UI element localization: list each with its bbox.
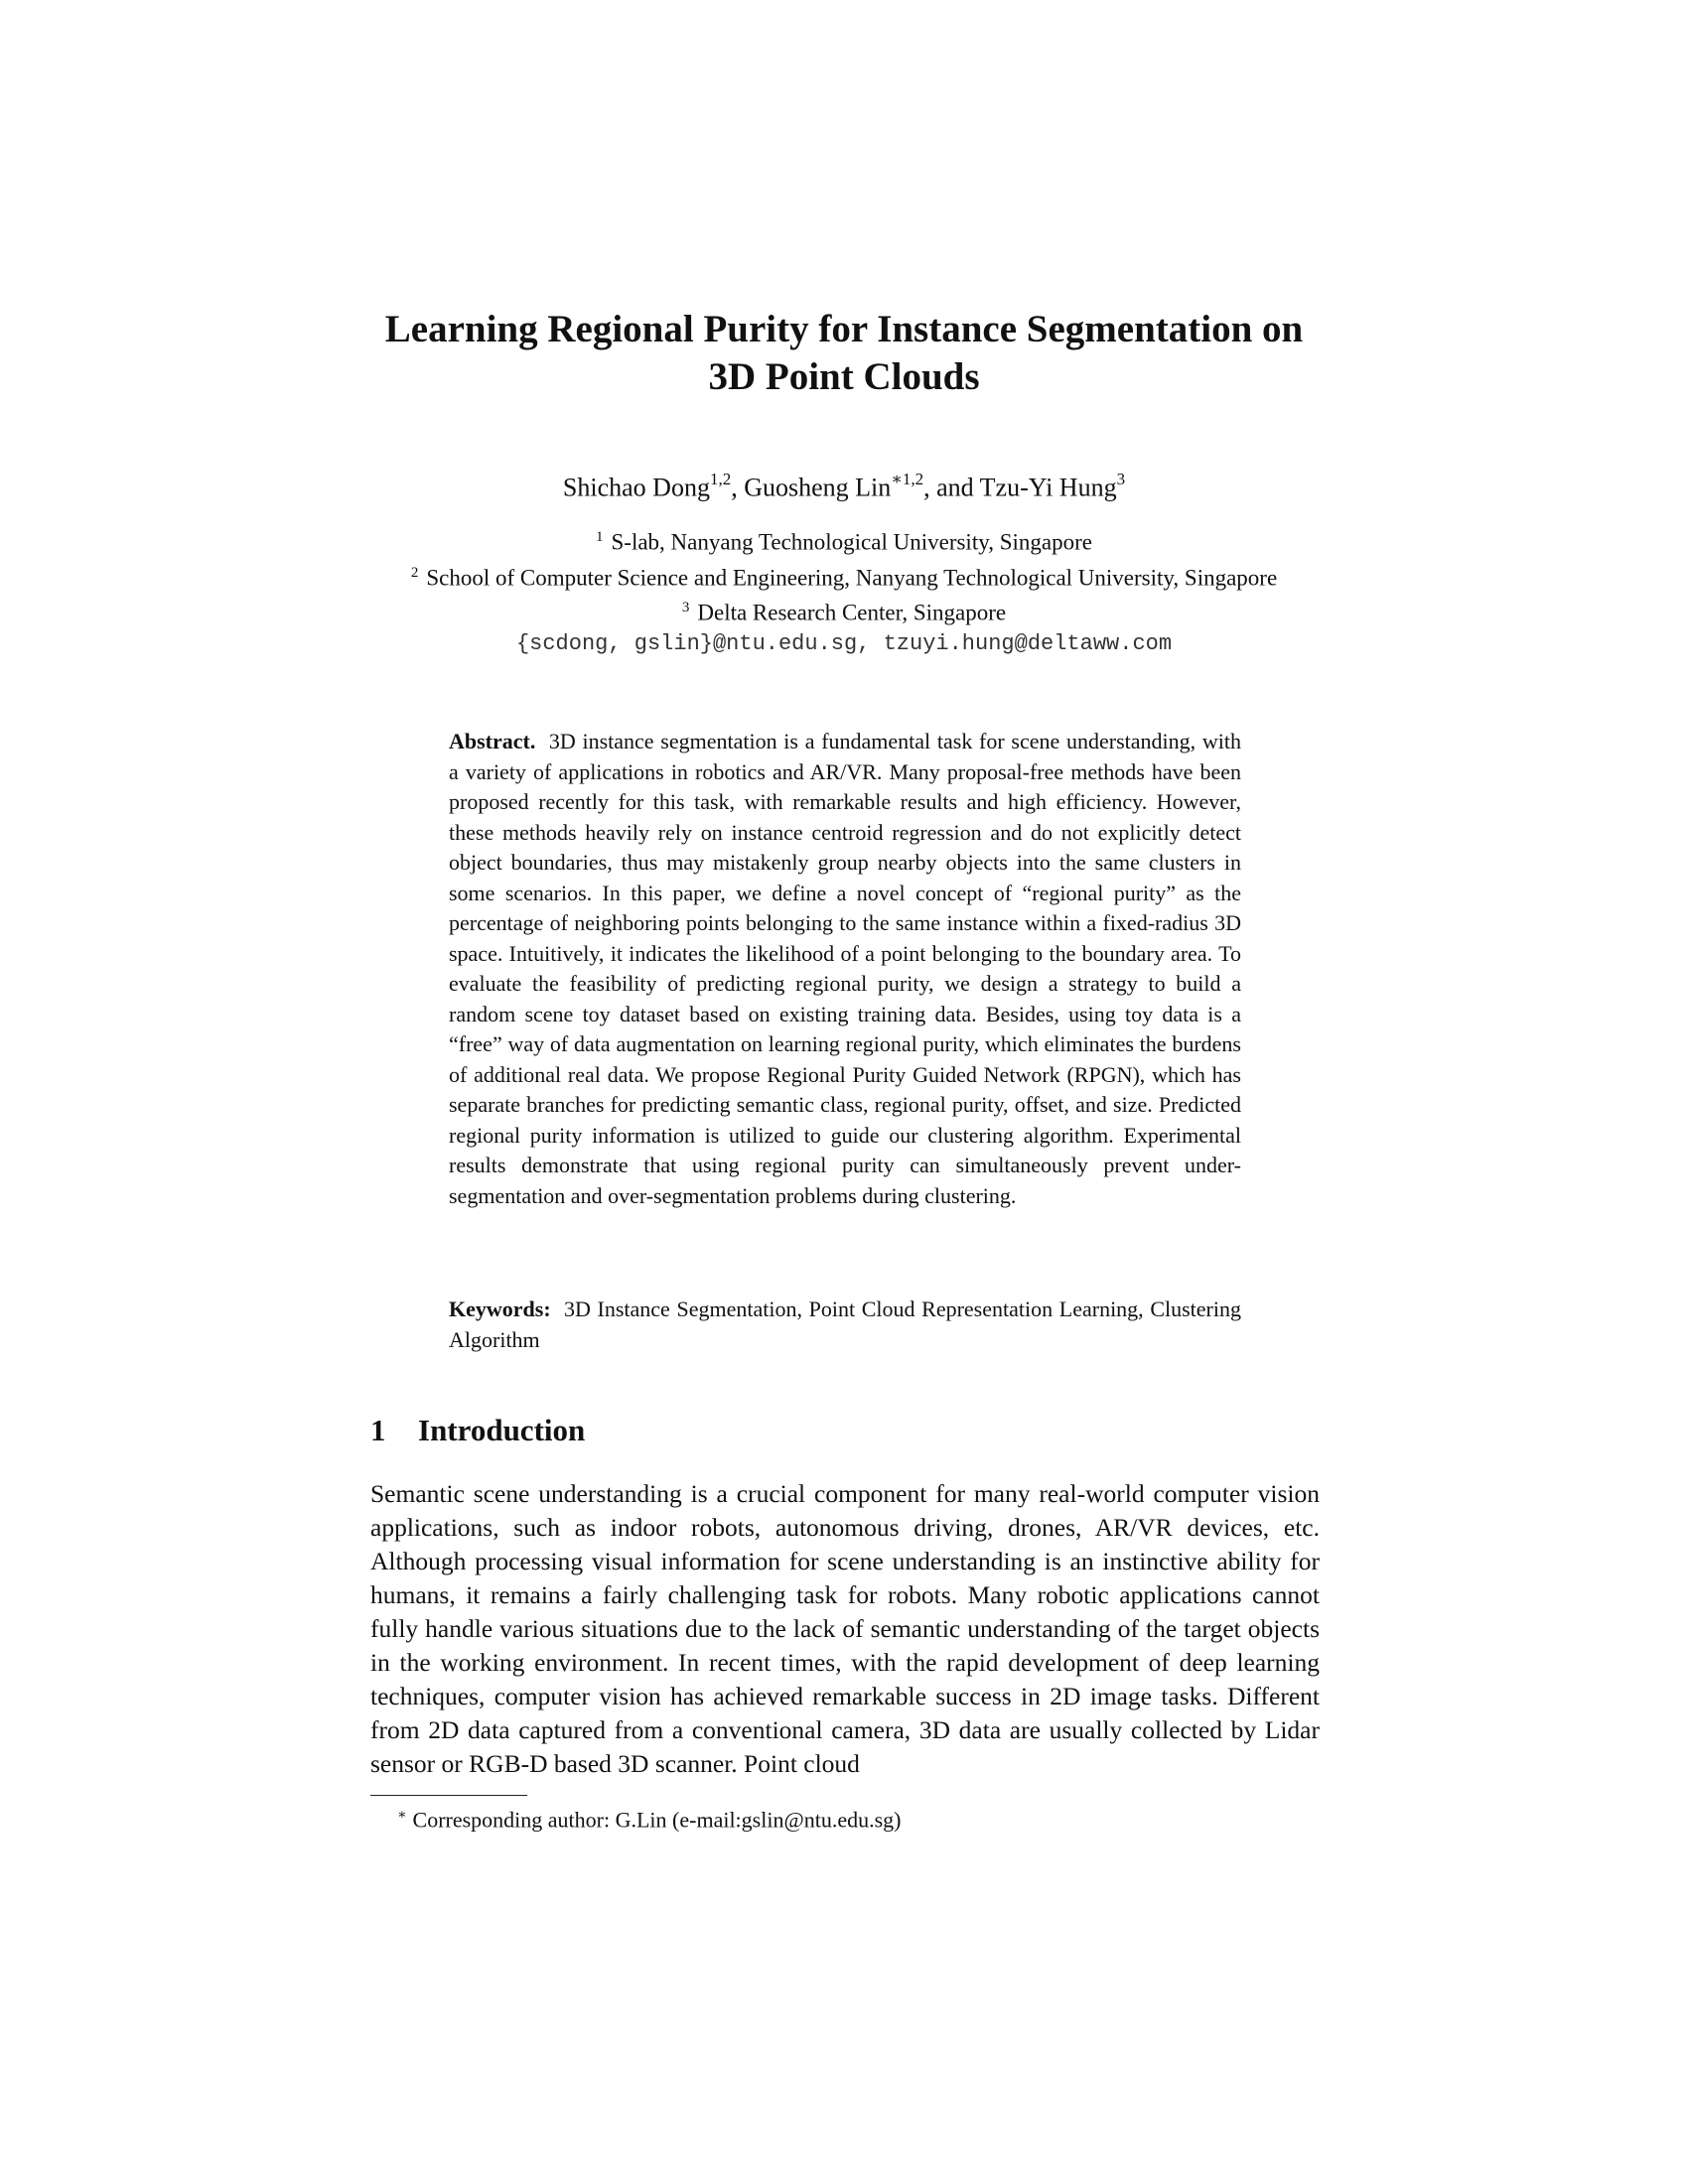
affiliation-number: 2 <box>410 564 419 581</box>
author-list <box>298 465 1390 505</box>
affiliation-number: 1 <box>596 529 604 545</box>
affiliation-text: Delta Research Center, Singapore <box>697 600 1007 625</box>
author-name: Guosheng Lin <box>744 473 892 502</box>
author-affiliation-mark: ∗1,2 <box>891 470 924 488</box>
title-line-1: Learning Regional Purity for Instance Segmentation on <box>384 308 1304 350</box>
keywords-label: Keywords: <box>449 1297 551 1321</box>
section-heading <box>370 1411 585 1450</box>
affiliation-line <box>298 593 1390 628</box>
affiliation-number: 3 <box>681 600 690 616</box>
author-emails: {scdong, gslin}@ntu.edu.sg, tzuyi.hung@deltaww.com <box>515 630 1173 656</box>
footnote-mark: ∗ <box>397 1808 407 1823</box>
section-number: 1 <box>370 1413 386 1447</box>
affiliation-block <box>298 522 1390 659</box>
footnote <box>397 1801 901 1835</box>
footnote-divider <box>370 1795 527 1796</box>
affiliation-line <box>298 522 1390 558</box>
author-affiliation-mark: 3 <box>1116 470 1126 488</box>
author-name: Shichao Dong <box>562 473 710 502</box>
affiliation-text: S-lab, Nanyang Technological University, Singapore <box>611 529 1092 555</box>
abstract-label: Abstract. <box>449 729 536 753</box>
footnote-text: Corresponding author: G.Lin (e-mail:gslin@ntu.edu.sg) <box>412 1807 902 1833</box>
author-separator: , and <box>923 473 980 502</box>
paper-title <box>298 306 1390 401</box>
abstract <box>449 727 1241 1211</box>
section-body-text: Semantic scene understanding is a crucial component for many real-world computer vision applications, such as indoor robots, autonomous driving, drones, AR/VR devices, etc. Although processing visual information for scene understanding is an instinctive ability for humans, it remains a fairly challenging task for robots. Many robotic applications cannot fully handle various situations due to the lack of semantic understanding of the target objects in the working environment. In recent times, with the rapid development of deep learning techniques, computer vision has achieved remarkable success in 2D image tasks. Different from 2D data captured from a conventional camera, 3D data are usually collected by Lidar sensor or RGB-D based 3D scanner. Point cloud <box>370 1479 1320 1778</box>
abstract-text: 3D instance segmentation is a fundamental task for scene understanding, with a variety of applications in robotics and AR/VR. Many proposal-free methods have been proposed recently for this task, with remarkable results and high efficiency. However, these methods heavily rely on instance centroid regression and do not explicitly detect object boundaries, thus may mistakenly group nearby objects into the same clusters in some scenarios. In this paper, we define a novel concept of “regional purity” as the percentage of neighboring points belonging to the same instance within a fixed-radius 3D space. Intuitively, it indicates the likelihood of a point belonging to the boundary area. To evaluate the feasibility of predicting regional purity, we design a strategy to build a random scene toy dataset based on existing training data. Besides, using toy data is a “free” way of data augmentation on learning regional purity, which eliminates the burdens of additional real data. We propose Regional Purity Guided Network (RPGN), which has separate branches for predicting semantic class, regional purity, offset, and size. Predicted regional purity information is utilized to guide our clustering algorithm. Experimental results demonstrate that using regional purity can simultaneously prevent under-segmentation and over-segmentation problems during clustering. <box>449 729 1242 1208</box>
section-title: Introduction <box>418 1413 586 1447</box>
author-separator: , <box>731 473 745 502</box>
affiliation-line <box>298 558 1390 594</box>
affiliation-text: School of Computer Science and Engineering, Nanyang Technological University, Singapore <box>426 565 1278 591</box>
author-affiliation-mark: 1,2 <box>709 470 732 488</box>
author-name: Tzu-Yi Hung <box>979 473 1117 502</box>
keywords <box>449 1295 1241 1355</box>
keywords-text: 3D Instance Segmentation, Point Cloud Representation Learning, Clustering Algorithm <box>449 1297 1241 1352</box>
title-line-2: 3D Point Clouds <box>708 355 980 398</box>
